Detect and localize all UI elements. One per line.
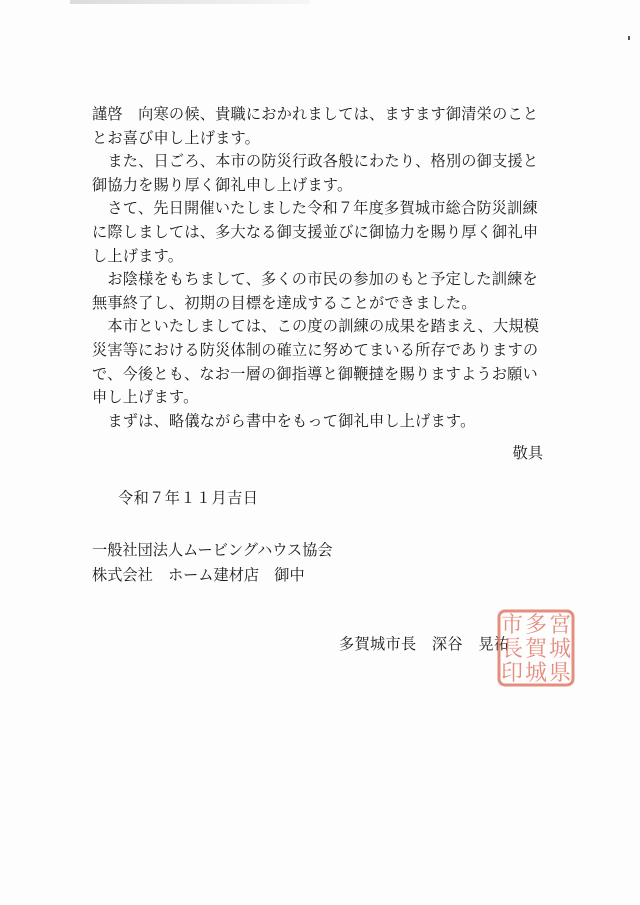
seal-character: 城 bbox=[524, 661, 548, 686]
seal-character: 市 bbox=[500, 613, 524, 638]
recipient-association: 一般社団法人ムービングハウス協会 bbox=[92, 541, 333, 559]
paragraph-closing-remark: まずは、略儀ながら書中をもって御礼申し上げます。 bbox=[92, 411, 476, 430]
closing-word: 敬具 bbox=[512, 444, 543, 462]
paragraph-greeting: 謹啓 向寒の候、貴職におかれましては、ますます御清栄のこととお喜び申し上げます。 bbox=[92, 105, 539, 147]
seal-character: 県 bbox=[548, 661, 572, 686]
scan-artifact bbox=[70, 0, 310, 4]
letter-body bbox=[92, 103, 552, 433]
seal-character: 城 bbox=[548, 637, 572, 662]
seal-character: 長 bbox=[500, 637, 524, 662]
official-seal-stamp bbox=[496, 608, 576, 688]
seal-character: 多 bbox=[524, 613, 548, 638]
sender-signature: 多賀城市長 深谷 晃祐 bbox=[339, 635, 510, 653]
scan-artifact-dot bbox=[628, 36, 630, 40]
seal-character: 宮 bbox=[548, 613, 572, 638]
letter-date: 令和７年１１月吉日 bbox=[118, 489, 259, 507]
seal-character: 賀 bbox=[524, 637, 548, 662]
recipient-company: 株式会社 ホーム建材店 御中 bbox=[92, 566, 305, 584]
paragraph-drill-result: お陰様をもちまして、多くの市民の参加のもと予定した訓練を無事終了し、初期の目標を達成することができました。 bbox=[92, 270, 538, 312]
seal-character: 印 bbox=[500, 661, 524, 686]
paragraph-future-request: 本市といたしましては、この度の訓練の成果を踏まえ、大規模災害等における防災体制の確立に努めてまいる所存でありますので、今後とも、なお一層の御指導と御鞭撻を賜りますようお願い申し上げます。 bbox=[92, 317, 540, 407]
paragraph-thanks-support: また、日ごろ、本市の防災行政各般にわたり、格別の御支援と御協力を賜り厚く御礼申し上げます。 bbox=[92, 152, 539, 194]
paragraph-drill-thanks: さて、先日開催いたしました令和７年度多賀城市総合防災訓練に際しましては、多大なる御支援並びに御協力を賜り厚く御礼申し上げます。 bbox=[92, 199, 539, 265]
